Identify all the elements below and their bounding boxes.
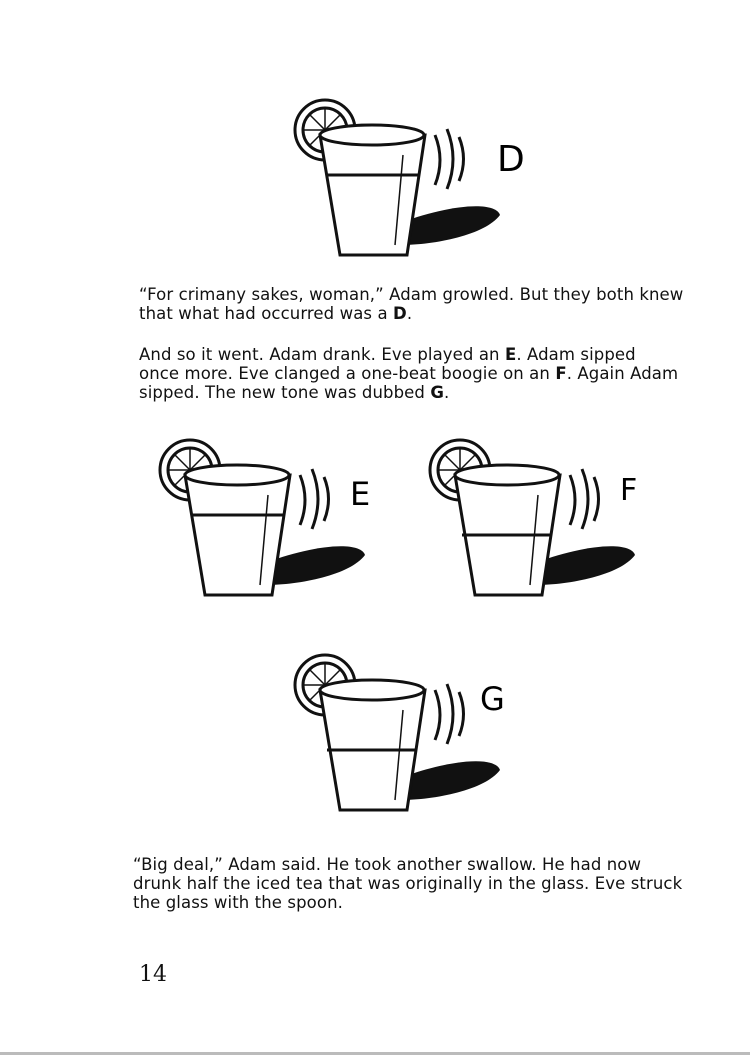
glass-illustration-g [285,640,545,825]
paragraph-2: And so it went. Adam drank. Eve played an E. Adam sipped once more. Eve clanged a one-beat boogie on an F. Again Adam sipped. The new tone was dubbed G. [139,345,679,402]
note-label: D [497,139,525,180]
glass-with-lemon-icon [295,655,500,810]
note-label: G [480,680,505,718]
glass-illustration-e [150,425,410,610]
glass-with-lemon-icon [160,440,365,595]
glass-with-lemon-icon [430,440,638,595]
note-label: F [620,473,638,508]
glass-illustration-d [285,85,545,270]
paragraph-3: “Big deal,” Adam said. He took another swallow. He had now drunk half the iced tea that was originally in the glass. Eve struck the glass with the spoon. [133,855,683,912]
glass-with-lemon-icon [295,100,500,255]
paragraph-1: “For crimany sakes, woman,” Adam growled. But they both knew that what had occurred was a D. [139,285,684,323]
glass-illustration-f [420,425,680,610]
page-number: 14 [139,962,167,987]
scan-edge-divider [0,1052,750,1055]
note-label: E [350,475,371,513]
